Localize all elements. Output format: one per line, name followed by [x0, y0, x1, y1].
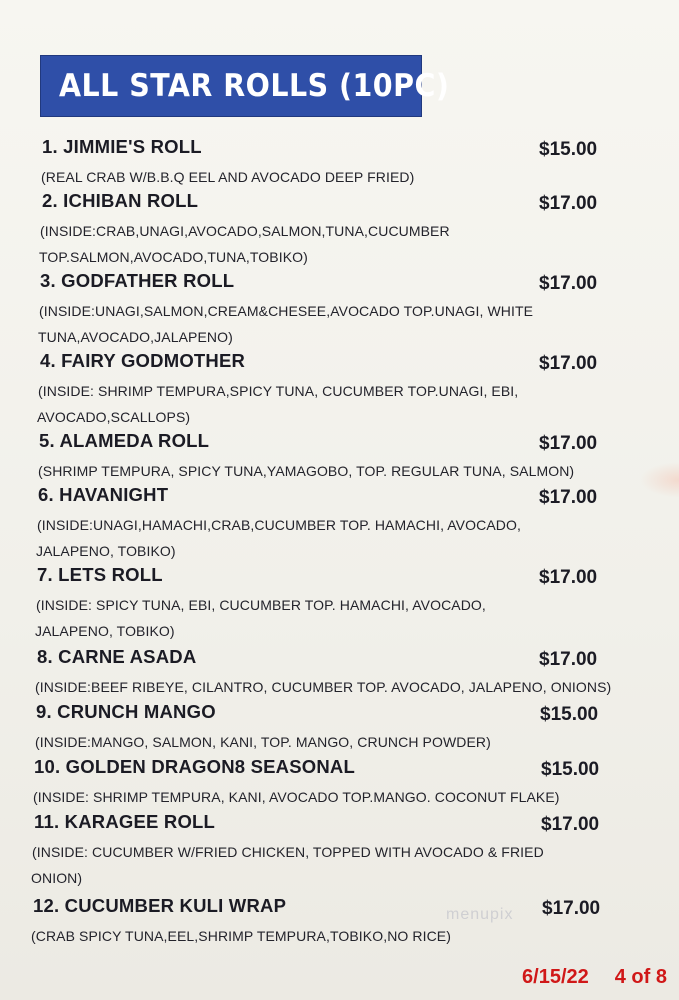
menu-item-description: (INSIDE: SHRIMP TEMPURA,SPICY TUNA, CUCUMBER TOP.UNAGI, EBI,: [38, 383, 519, 399]
footer-page-number: 4 of 8: [614, 966, 667, 988]
menu-item-name: 8. CARNE ASADA: [37, 646, 197, 667]
menu-item-description: (CRAB SPICY TUNA,EEL,SHRIMP TEMPURA,TOBIKO,NO RICE): [31, 928, 451, 944]
menu-item-price: $17.00: [539, 353, 598, 374]
photo-glare: [640, 462, 679, 498]
menu-item-description: TOP.SALMON,AVOCADO,TUNA,TOBIKO): [39, 249, 308, 265]
menu-item-price: $17.00: [539, 649, 598, 670]
menu-item-price: $15.00: [541, 759, 600, 780]
menu-item-description: (INSIDE: CUCUMBER W/FRIED CHICKEN, TOPPED WITH AVOCADO & FRIED: [32, 844, 544, 860]
menu-item-description: (INSIDE:BEEF RIBEYE, CILANTRO, CUCUMBER TOP. AVOCADO, JALAPENO, ONIONS): [35, 679, 612, 695]
menu-item-name: 10. GOLDEN DRAGON8 SEASONAL: [34, 756, 355, 777]
menu-item-price: $17.00: [541, 814, 600, 835]
watermark-logo: menupix: [446, 906, 514, 923]
menu-item-name: 9. CRUNCH MANGO: [36, 701, 216, 722]
menu-item-price: $17.00: [539, 487, 598, 508]
menu-item-description: (INSIDE: SPICY TUNA, EBI, CUCUMBER TOP. HAMACHI, AVOCADO,: [36, 597, 486, 613]
menu-item-description: JALAPENO, TOBIKO): [36, 543, 176, 559]
menu-item-name: 12. CUCUMBER KULI WRAP: [33, 895, 287, 916]
menu-item-price: $17.00: [539, 193, 598, 214]
menu-item-description: (SHRIMP TEMPURA, SPICY TUNA,YAMAGOBO, TOP. REGULAR TUNA, SALMON): [38, 463, 575, 479]
menu-item-name: 6. HAVANIGHT: [38, 484, 169, 505]
menu-item-price: $17.00: [542, 898, 601, 919]
menu-item-description: (INSIDE:MANGO, SALMON, KANI, TOP. MANGO, CRUNCH POWDER): [35, 734, 491, 750]
menu-item-description: (INSIDE:UNAGI,SALMON,CREAM&CHESEE,AVOCADO TOP.UNAGI, WHITE: [39, 303, 534, 319]
menu-item-description: TUNA,AVOCADO,JALAPENO): [38, 329, 233, 345]
menu-item-description: ONION): [31, 870, 83, 886]
menu-item-description: AVOCADO,SCALLOPS): [37, 409, 191, 425]
menu-item-price: $17.00: [539, 273, 598, 294]
menu-item-description: (INSIDE: SHRIMP TEMPURA, KANI, AVOCADO TOP.MANGO. COCONUT FLAKE): [33, 789, 560, 805]
menu-item-description: (REAL CRAB W/B.B.Q EEL AND AVOCADO DEEP FRIED): [41, 169, 415, 185]
menu-item-price: $17.00: [539, 433, 598, 454]
page-footer: [522, 966, 667, 989]
menu-item-price: $15.00: [540, 704, 599, 725]
section-title-banner: [40, 55, 450, 117]
menu-item-name: 7. LETS ROLL: [37, 564, 163, 585]
section-title: ALL STAR ROLLS (10PC): [59, 68, 450, 104]
menu-item-name: 3. GODFATHER ROLL: [40, 270, 235, 291]
menu-item-name: 2. ICHIBAN ROLL: [42, 190, 199, 211]
menu-item-description: (INSIDE:UNAGI,HAMACHI,CRAB,CUCUMBER TOP. HAMACHI, AVOCADO,: [37, 517, 521, 533]
footer-date: 6/15/22: [522, 966, 589, 988]
menu-item-name: 4. FAIRY GODMOTHER: [40, 350, 246, 371]
menu-item-price: $17.00: [539, 567, 598, 588]
menu-item-name: 5. ALAMEDA ROLL: [39, 430, 210, 451]
menu-item-price: $15.00: [539, 139, 598, 160]
menu-item-description: JALAPENO, TOBIKO): [35, 623, 175, 639]
menu-item-name: 11. KARAGEE ROLL: [34, 811, 216, 832]
menu-item-name: 1. JIMMIE'S ROLL: [42, 136, 202, 157]
menu-item-description: (INSIDE:CRAB,UNAGI,AVOCADO,SALMON,TUNA,CUCUMBER: [40, 223, 450, 239]
